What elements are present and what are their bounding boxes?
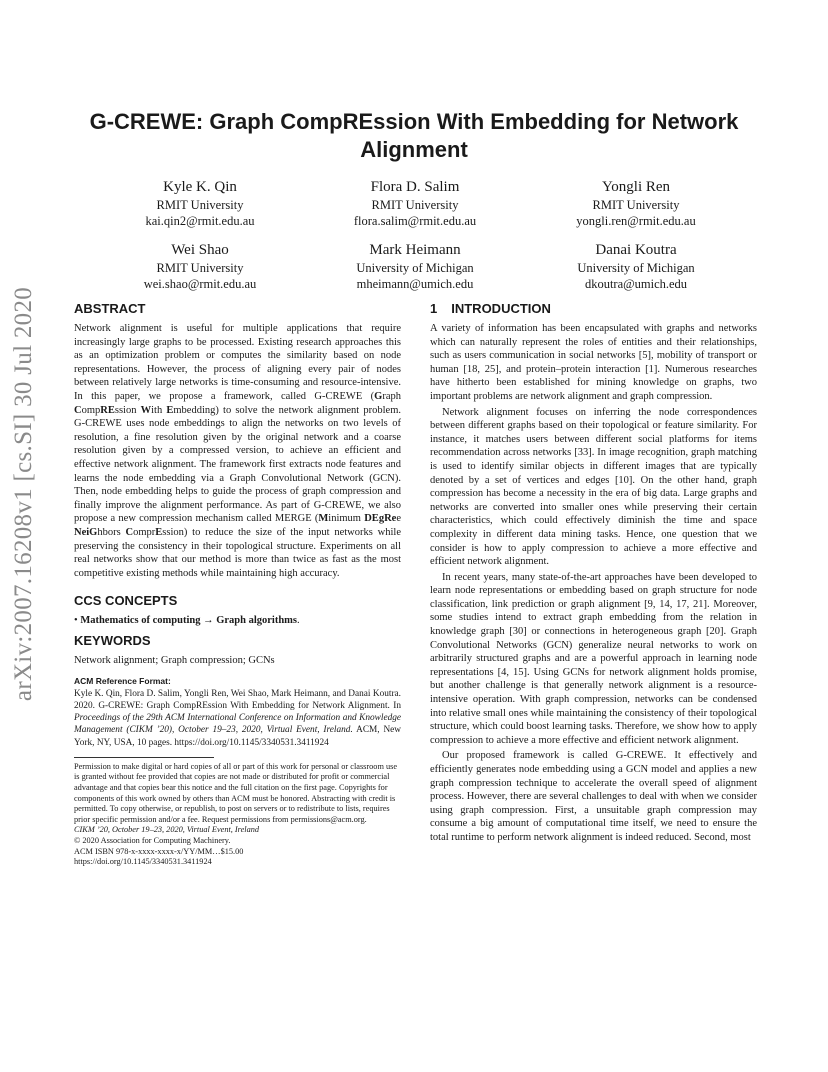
author-email: mheimann@umich.edu <box>356 277 474 291</box>
abstract-text: Network alignment is useful for multiple applications that require increasingly large graphs to be processed. Existing research approaches this as an optimization problem or computes the similarity based on node representations. However, the process of aligning every pair of nodes between relatively large networks is time-consuming and resource-intensive. In this paper, we propose a framework, called G-CREWE (Graph CompREssion With Embedding) to solve the network alignment problem. G-CREWE uses node embeddings to align the networks on two levels of resolution, a fine resolution given by the original network and a coarse resolution given by a compressed version, to achieve an efficient and effective network alignment. The framework first extracts node features and learns the node embedding via a Graph Convolutional Network (GCN). Then, node embedding helps to guide the process of graph compression and finally improve the alignment performance. As part of G-CREWE, we also propose a new compression mechanism called MERGE (Minimum DEgRee NeiGhbors ComprEssion) to reduce the size of the input networks while preserving the consistency in their topological structure. Experiments on all real networks show that our method is more than twice as fast as the most competitive existing methods while maintaining high accuracy. <box>74 323 401 579</box>
author-affiliation: RMIT University <box>592 198 680 212</box>
author-affiliation: RMIT University <box>156 198 244 212</box>
author-affiliation: University of Michigan <box>577 261 695 275</box>
author-name: Flora D. Salim <box>370 179 460 195</box>
keywords-text: Network alignment; Graph compression; GCNs <box>74 655 275 667</box>
copyright-line: © 2020 Association for Computing Machinery. <box>74 836 231 846</box>
author-affiliation: University of Michigan <box>356 261 474 275</box>
isbn-line: ACM ISBN 978-x-xxxx-xxxx-x/YY/MM…$15.00 <box>74 846 244 856</box>
intro-paragraph: In recent years, many state-of-the-art approaches have been developed to learn node representations or embedding based on graph structure for node classification, link prediction or graph alignment [9, 14, 17, 21]. Moreover, some studies intend to extract graph embedding from the relation in knowledge graph [30] or connections in heterogeneous graph [20]. Graph Convolutional Networks (GCN) generalize neural networks to work on arbitrarily structured graphs and are a powerful approach in learning node representations [4, 15]. Using GCNs for network alignment holds promise, but another challenge is that generally network alignment is a resource-intensive operation. With graph compression, networks can be condensed into relative small ones while maintaining the consistency of their topological structure, which could boost learning tasks. Therefore, we show how to apply compression to achieve a more effective and efficient network alignment. <box>430 571 757 746</box>
conference-line: CIKM ’20, October 19–23, 2020, Virtual Event, Ireland <box>74 825 260 835</box>
ccs-concept-item: • Mathematics of computing → Graph algorithms. <box>74 615 300 627</box>
author-block <box>526 241 746 292</box>
author-block <box>90 178 310 229</box>
author-affiliation: RMIT University <box>156 261 244 275</box>
introduction-heading: 1 INTRODUCTION <box>430 301 551 316</box>
author-email: flora.salim@rmit.edu.au <box>353 214 477 228</box>
author-name: Mark Heimann <box>369 242 461 258</box>
abstract-heading: ABSTRACT <box>74 301 146 316</box>
right-column <box>430 300 757 845</box>
permission-notice: Permission to make digital or hard copies of all or part of this work for personal or classroom use is granted without fee provided that copies are not made or distributed for profit or commercial advantage and that copies bear this notice and the full citation on the first page. Copyrights for components of this work owned by others than ACM must be honored. Abstracting with credit is permitted. To copy otherwise, or republish, to post on servers or to redistribute to lists, requires prior specific permission and/or a fee. Request permissions from permissions@acm.org. <box>74 761 398 824</box>
author-block <box>526 178 746 229</box>
intro-paragraph: A variety of information has been encapsulated with graphs and networks which can naturally represent the roles of entities and their relationships, such as users communication in social networks [5], mobility of transport or human [18, 25], and protein–protein interaction [1]. Numerous researches have hitherto been established for mining knowledge on graphs, two important problems are network alignment and graph compression. <box>430 323 757 402</box>
keywords-heading: KEYWORDS <box>74 633 151 649</box>
author-email: yongli.ren@rmit.edu.au <box>576 214 696 228</box>
ccs-concepts-heading: CCS CONCEPTS <box>74 593 178 609</box>
author-block <box>305 178 525 229</box>
acm-reference-text: Kyle K. Qin, Flora D. Salim, Yongli Ren, Wei Shao, Mark Heimann, and Danai Koutra. 2020. G-CREWE: Graph CompREssion With Embedding for Network Alignment. In Proceedings of the 29th ACM International Conference on Information and Knowledge Management (CIKM ’20), October 19–23, 2020, Virtual Event, Ireland. ACM, New York, NY, USA, 10 pages. https://doi.org/10.1145/3340531.3411924 <box>74 688 401 748</box>
author-email: wei.shao@rmit.edu.au <box>143 277 257 291</box>
left-column <box>74 300 401 868</box>
doi-line: https://doi.org/10.1145/3340531.3411924 <box>74 857 212 867</box>
author-block <box>305 241 525 292</box>
permission-divider <box>74 757 214 758</box>
author-name: Danai Koutra <box>595 242 677 258</box>
author-affiliation: RMIT University <box>371 198 459 212</box>
author-name: Yongli Ren <box>601 179 671 195</box>
author-email: dkoutra@umich.edu <box>584 277 688 291</box>
author-name: Kyle K. Qin <box>163 179 237 195</box>
arxiv-identifier-stamp <box>2 286 46 702</box>
author-name: Wei Shao <box>171 242 229 258</box>
paper-title: G-CREWE: Graph CompREssion With Embedding for Network Alignment <box>89 109 739 162</box>
intro-paragraph: Our proposed framework is called G-CREWE. It effectively and efficiently generates node embedding using a GCN model and applies a new graph compression technique to accelerate the overall speed of alignment process. However, there are several challenges to deal with when we consider using graph compression. First, a unsuitable graph compression may consume a big amount of computational time itself, we need to ensure the total runtime to perform network alignment is indeed reduced. Second, most <box>430 750 757 843</box>
acm-reference-heading: ACM Reference Format: <box>74 675 171 686</box>
intro-paragraph: Network alignment focuses on inferring the node correspondences between different graphs based on their topological or feature similarity. For instance, it matches users between different social platforms for items recommendation across networks [33]. In image recognition, graph matching is used to identify similar objects in different images that are typically denoted by a set of vertices and edges [10]. On the other hand, graph compression has become a necessity in the era of big data. Large graphs and networks are converted into smaller ones while preserving their certain characteristics, which could effectively diminish the time and space complexity in different data mining tasks. Hence, one question that we consider is how to apply compression to achieve a more effective and efficient network alignment. <box>430 406 757 568</box>
author-email: kai.qin2@rmit.edu.au <box>145 214 255 228</box>
arxiv-identifier-text: arXiv:2007.16208v1 [cs.SI] 30 Jul 2020 <box>10 286 37 702</box>
author-block <box>90 241 310 292</box>
